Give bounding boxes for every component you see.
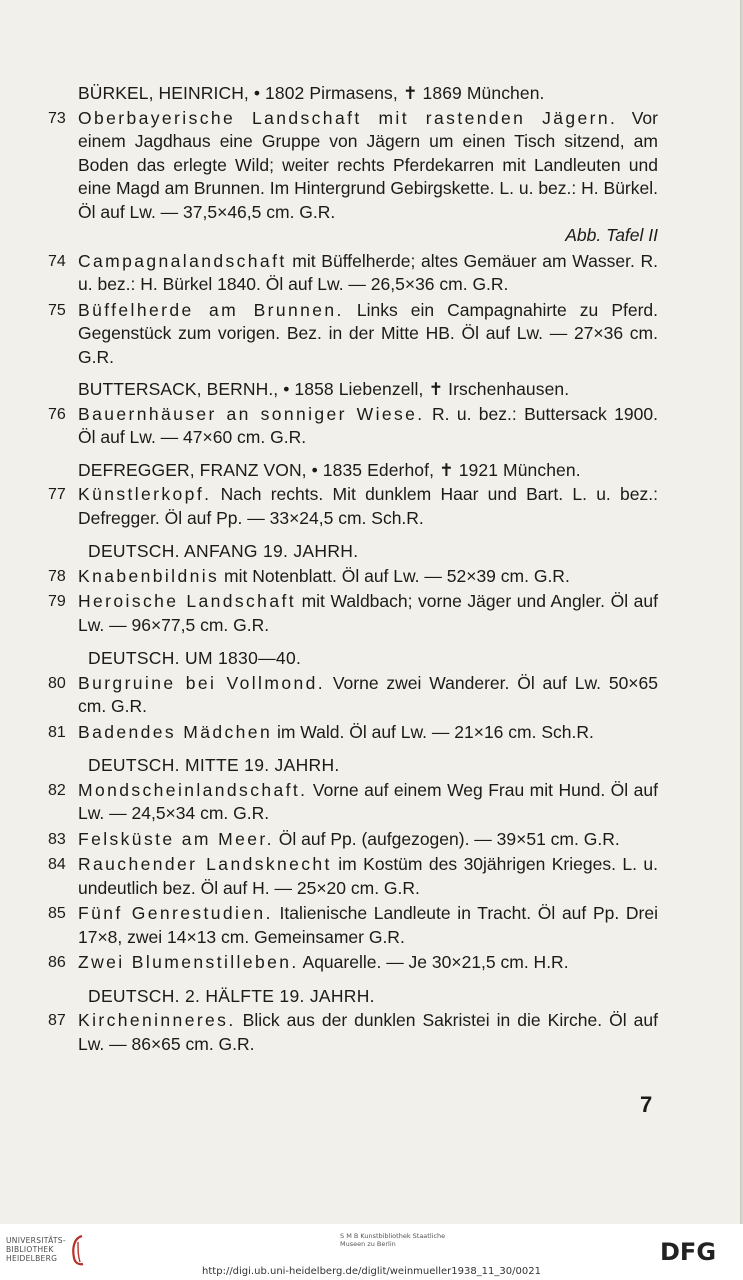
entry-title: Fünf Genrestudien. — [78, 903, 273, 923]
catalog-entry — [48, 1009, 658, 1056]
entry-title: Bauernhäuser an sonniger Wiese. — [78, 403, 425, 424]
entry-text: R. u. bez.: Buttersack 1900. Öl auf Lw. — 47×60 cm. G.R. — [78, 403, 658, 447]
section-heading: DEUTSCH. ANFANG 19. JAHRH. — [88, 541, 359, 561]
museum-stamp: S M B Kunstbibliothek Staatliche Museen zu Berlin — [340, 1232, 446, 1248]
library-logo-icon — [68, 1232, 90, 1268]
entry-title: Knabenbildnis — [78, 565, 220, 586]
entry-text: mit Notenblatt. Öl auf Lw. — 52×39 cm. G.R. — [224, 565, 570, 586]
entry-text: Öl auf Pp. (aufgezogen). — 39×51 cm. G.R. — [278, 828, 620, 849]
entry-title: Heroische Landschaft — [78, 591, 296, 611]
catalog-entry — [48, 853, 658, 900]
catalog-entry — [48, 565, 658, 589]
source-url: http://digi.ub.uni-heidelberg.de/diglit/weinmueller1938_11_30/0021 — [202, 1266, 541, 1277]
catalog-entry — [48, 672, 658, 719]
catalog-entry — [48, 107, 658, 248]
catalog-entry — [48, 721, 658, 745]
page-number: 7 — [640, 1092, 653, 1117]
dfg-logo — [660, 1238, 732, 1264]
entry-title: Rauchender Landsknecht — [78, 854, 332, 874]
entry-text: mit Waldbach; vorne Jäger und Angler. Öl auf Lw. — 96×77,5 cm. G.R. — [78, 591, 658, 635]
catalog-entry — [48, 403, 658, 450]
catalog-text — [48, 82, 658, 1058]
entry-number: 82 — [48, 781, 66, 799]
entry-text: im Wald. Öl auf Lw. — 21×16 cm. Sch.R. — [276, 721, 594, 742]
entry-number: 79 — [48, 593, 66, 610]
artist-heading: BÜRKEL, HEINRICH, • 1802 Pirmasens, ✝ 1869 München. — [78, 83, 545, 103]
entry-title: Mondscheinlandschaft. — [78, 779, 308, 800]
entry-number: 83 — [48, 830, 66, 848]
figure-caption: Abb. Tafel II — [565, 225, 658, 245]
entry-number: 80 — [48, 674, 66, 692]
entry-text: Vor einem Jagdhaus eine Gruppe von Jägern um einen Tisch sitzend, am Boden das erlegte Wild; weiter rechts Pferdekarren mit Landleuten und eine Magd am Brunnen. Im Hintergrund Gebirgskette. L. u. bez.: H. Bürkel. Öl auf Lw. — 37,5×46,5 cm. G.R. — [78, 107, 658, 222]
entry-number: 76 — [48, 405, 66, 423]
entry-number: 86 — [48, 954, 66, 971]
entry-text: Links ein Campagnahirte zu Pferd. Gegenstück zum vorigen. Bez. in der Mitte HB. Öl auf Lw. — 27×36 cm. G.R. — [78, 299, 659, 367]
section-heading: DEUTSCH. MITTE 19. JAHRH. — [88, 755, 340, 775]
catalog-entry — [48, 779, 658, 826]
entry-title: Badendes Mädchen — [78, 721, 273, 742]
catalog-entry — [48, 483, 658, 530]
entry-text: Blick aus der dunklen Sakristei in die Kirche. Öl auf Lw. — 86×65 cm. G.R. — [78, 1010, 658, 1054]
section-heading: DEUTSCH. UM 1830—40. — [88, 648, 302, 668]
entry-title: Künstlerkopf. — [78, 484, 212, 504]
entry-number: 78 — [48, 567, 66, 585]
artist-heading: DEFREGGER, FRANZ VON, • 1835 Ederhof, ✝ 1921 München. — [78, 459, 581, 480]
entry-title: Zwei Blumenstilleben. — [78, 952, 299, 972]
catalog-entry — [48, 951, 658, 975]
entry-title: Büffelherde am Brunnen. — [78, 299, 344, 320]
catalog-entry — [48, 590, 658, 637]
entry-number: 81 — [48, 723, 66, 741]
entry-number: 85 — [48, 905, 66, 922]
entry-title: Burgruine bei Vollmond. — [78, 672, 325, 693]
dfg-logo-text: DFG — [660, 1238, 717, 1264]
artist-heading: BUTTERSACK, BERNH., • 1858 Liebenzell, ✝ Irschenhausen. — [78, 379, 570, 399]
catalog-entry — [48, 828, 658, 852]
entry-text: Vorne auf einem Weg Frau mit Hund. Öl auf Lw. — 24,5×34 cm. G.R. — [78, 779, 658, 823]
entry-text: Nach rechts. Mit dunklem Haar und Bart. L. u. bez.: Defregger. Öl auf Pp. — 33×24,5 cm. Sch.R. — [78, 484, 658, 528]
entry-number: 74 — [48, 252, 66, 270]
catalog-entry — [48, 902, 658, 949]
catalog-entry — [48, 299, 658, 370]
entry-number: 75 — [48, 301, 66, 319]
entry-text: Vorne zwei Wanderer. Öl auf Lw. 50×65 cm. G.R. — [78, 672, 658, 716]
entry-text: Italienische Landleute in Tracht. Öl auf Pp. Drei 17×8, zwei 14×13 cm. Gemeinsamer G.R. — [78, 903, 658, 947]
entry-number: 77 — [48, 486, 66, 503]
entry-title: Campagnalandschaft — [78, 250, 287, 271]
entry-text: im Kostüm des 30jährigen Krieges. L. u. undeutlich bez. Öl auf H. — 25×20 cm. G.R. — [78, 854, 658, 898]
section-heading: DEUTSCH. 2. HÄLFTE 19. JAHRH. — [88, 985, 375, 1006]
catalog-entry — [48, 250, 658, 297]
entry-title: Kircheninneres. — [78, 1010, 236, 1030]
entry-title: Oberbayerische Landschaft mit rastenden Jägern. — [78, 107, 618, 128]
entry-number: 84 — [48, 856, 66, 873]
entry-number: 73 — [48, 109, 66, 127]
entry-title: Felsküste am Meer. — [78, 828, 274, 849]
entry-text: mit Büffelherde; altes Gemäuer am Wasser. R. u. bez.: H. Bürkel 1840. Öl auf Lw. — 26,5×36 cm. G.R. — [78, 250, 658, 294]
library-logo-text: UNIVERSITÄTS- BIBLIOTHEK HEIDELBERG — [6, 1236, 66, 1263]
entry-text: Aquarelle. — Je 30×21,5 cm. H.R. — [302, 952, 569, 972]
entry-number: 87 — [48, 1012, 66, 1029]
